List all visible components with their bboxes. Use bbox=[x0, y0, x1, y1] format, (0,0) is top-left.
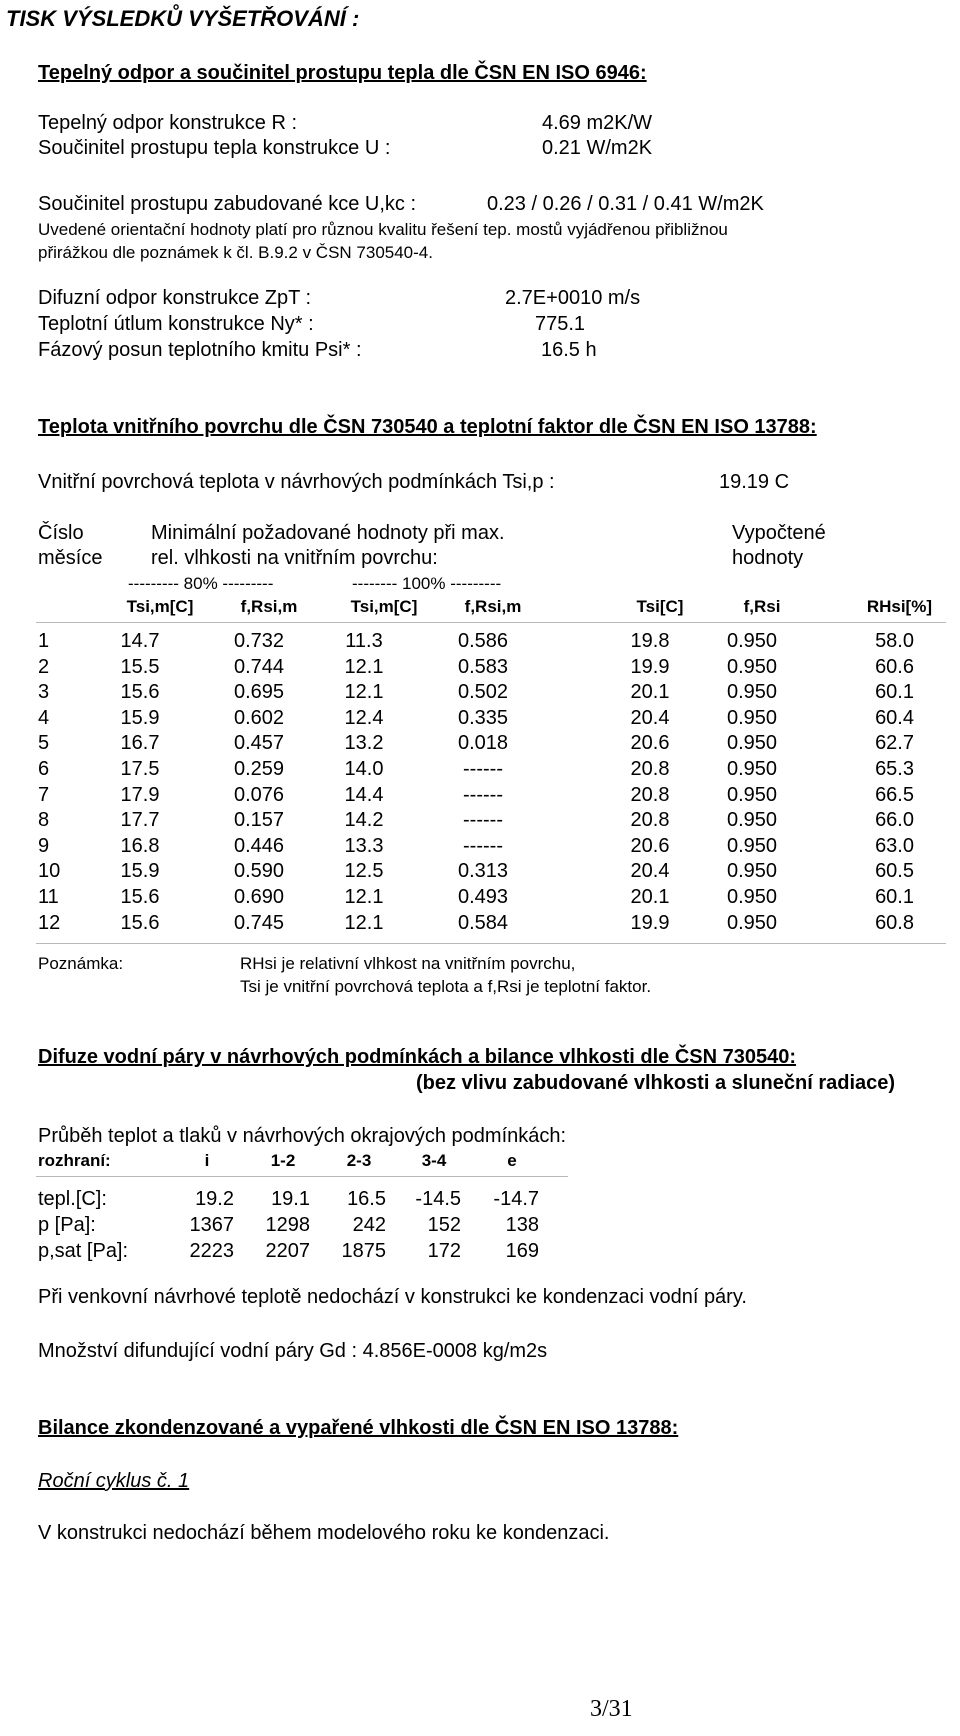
zpt-value: 2.7E+0010 m/s bbox=[505, 287, 641, 309]
temp-table-cell-month: 2 bbox=[38, 655, 50, 678]
table-header-divider bbox=[36, 622, 946, 623]
temp-table-cell-tsi: 19.9 bbox=[630, 911, 670, 934]
pt-col-i: i bbox=[204, 1151, 210, 1170]
temp-table-cell-frsim-100: 0.586 bbox=[457, 630, 509, 652]
temp-table-cell-frsim-100: 0.335 bbox=[457, 706, 509, 729]
temp-table-cell-rhsi: 60.5 bbox=[875, 860, 914, 883]
pt-col-rozhrani: rozhraní: bbox=[38, 1151, 111, 1170]
annual-cycle-label: Roční cyklus č. 1 bbox=[38, 1470, 190, 1492]
pt-row-label: p,sat [Pa]: bbox=[38, 1240, 129, 1262]
temp-table-cell-frsim-80: 0.076 bbox=[233, 783, 285, 806]
temp-table-cell-tsi: 20.8 bbox=[630, 783, 670, 806]
note-label: Poznámka: bbox=[38, 954, 124, 973]
temp-table-cell-month: 10 bbox=[38, 860, 61, 883]
note-line-1: Uvedené orientační hodnoty platí pro různou kvalitu řešení tep. mostů vyjádřenou přibližnou bbox=[38, 220, 728, 239]
tsip-value: 19.19 C bbox=[719, 471, 790, 493]
table-bottom-divider bbox=[36, 943, 946, 944]
temp-table-cell-tsim-100: 12.4 bbox=[344, 706, 384, 729]
note-line-2: přirážkou dle poznámek k čl. B.9.2 v ČSN 730540-4. bbox=[38, 243, 433, 262]
temp-table-cell-tsim-80: 16.8 bbox=[120, 834, 160, 857]
note-text-2: Tsi je vnitřní povrchová teplota a f,Rsi je teplotní faktor. bbox=[240, 977, 652, 996]
pt-col-3-4: 3-4 bbox=[421, 1151, 447, 1170]
temp-table-cell-frsi: 0.950 bbox=[726, 911, 778, 934]
pt-table-cell: 1367 bbox=[189, 1214, 234, 1236]
section-heading-thermal-resistance: Tepelný odpor a součinitel prostupu tepla dle ČSN EN ISO 6946: bbox=[38, 62, 647, 84]
vapor-flow-text: Množství difundující vodní páry Gd : 4.856E-0008 kg/m2s bbox=[38, 1340, 548, 1362]
temp-table-cell-rhsi: 60.6 bbox=[875, 655, 914, 678]
temp-table-cell-frsi: 0.950 bbox=[726, 783, 778, 806]
group-100-label: -------- 100% --------- bbox=[352, 574, 502, 593]
pressure-table-divider bbox=[36, 1176, 568, 1177]
pt-col-2-3: 2-3 bbox=[346, 1151, 372, 1170]
col-tsim-80: Tsi,m[C] bbox=[126, 597, 194, 616]
ny-value: 775.1 bbox=[535, 313, 586, 335]
temp-table-cell-tsim-80: 15.6 bbox=[120, 911, 160, 934]
pt-table-cell: 2223 bbox=[189, 1240, 234, 1262]
temp-table-cell-frsim-100: 0.584 bbox=[457, 911, 509, 934]
temp-table-cell-tsim-100: 14.2 bbox=[344, 809, 384, 832]
section-heading-diffusion: Difuze vodní páry v návrhových podmínkách a bilance vlhkosti dle ČSN 730540: bbox=[38, 1046, 797, 1068]
pt-table-cell: 169 bbox=[505, 1240, 539, 1262]
col-tsim-100: Tsi,m[C] bbox=[350, 597, 418, 616]
temp-table-cell-frsim-80: 0.744 bbox=[233, 655, 285, 678]
temp-table-cell-frsim-100: 0.583 bbox=[457, 655, 509, 678]
ukc-value: 0.23 / 0.26 / 0.31 / 0.41 W/m2K bbox=[487, 193, 764, 215]
pt-table-cell: 16.5 bbox=[347, 1188, 386, 1210]
temp-table-cell-tsim-80: 14.7 bbox=[120, 630, 160, 652]
group-80-label: --------- 80% --------- bbox=[128, 574, 274, 593]
temp-table-cell-tsim-100: 13.3 bbox=[344, 834, 384, 857]
temp-table-cell-tsim-80: 17.9 bbox=[120, 783, 160, 806]
temp-table-cell-rhsi: 66.0 bbox=[875, 809, 914, 832]
temp-table-cell-tsim-100: 12.1 bbox=[344, 911, 384, 934]
r-value: 4.69 m2K/W bbox=[542, 112, 653, 134]
temp-table-cell-tsim-100: 14.0 bbox=[344, 758, 384, 780]
temp-table-cell-month: 1 bbox=[38, 630, 50, 652]
pt-table-cell: 19.1 bbox=[271, 1188, 310, 1210]
temp-table-cell-tsim-80: 15.6 bbox=[120, 886, 160, 908]
temp-table-cell-frsim-100: 0.313 bbox=[457, 860, 509, 883]
temp-table-cell-frsim-80: 0.157 bbox=[233, 809, 285, 832]
pt-col-1-2: 1-2 bbox=[270, 1151, 296, 1170]
temp-table-cell-frsim-80: 0.732 bbox=[233, 630, 285, 652]
col-frsim-100: f,Rsi,m bbox=[464, 597, 522, 616]
col-tsi: Tsi[C] bbox=[636, 597, 684, 616]
temp-table-cell-frsim-100: ------ bbox=[463, 834, 503, 857]
temp-table-cell-tsim-100: 12.1 bbox=[344, 655, 384, 678]
temp-table-cell-rhsi: 66.5 bbox=[875, 783, 914, 806]
temp-table-cell-rhsi: 60.1 bbox=[875, 886, 914, 908]
temp-table-cell-tsim-80: 15.9 bbox=[120, 860, 160, 883]
temp-table-cell-tsim-100: 13.2 bbox=[344, 732, 384, 755]
r-label: Tepelný odpor konstrukce R : bbox=[38, 112, 298, 134]
pt-table-cell: -14.7 bbox=[493, 1188, 539, 1210]
temp-table-cell-frsi: 0.950 bbox=[726, 860, 778, 883]
temp-table-cell-tsim-80: 15.5 bbox=[120, 655, 160, 678]
temp-table-cell-frsim-80: 0.590 bbox=[233, 860, 285, 883]
section-subheading-diffusion: (bez vlivu zabudované vlhkosti a sluneční radiace) bbox=[416, 1072, 896, 1094]
col-head-vyp-1: Vypočtené bbox=[732, 522, 826, 544]
col-rhsi: RHsi[%] bbox=[866, 597, 932, 616]
temp-table-cell-tsim-100: 12.1 bbox=[344, 886, 384, 908]
temp-table-cell-tsi: 20.8 bbox=[630, 758, 670, 780]
temp-table-cell-frsim-100: ------ bbox=[463, 758, 503, 780]
no-condensation-year-text: V konstrukci nedochází během modelového roku ke kondenzaci. bbox=[38, 1522, 610, 1544]
temp-table-cell-tsi: 20.4 bbox=[630, 706, 670, 729]
section-heading-moisture-balance: Bilance zkondenzované a vypařené vlhkosti dle ČSN EN ISO 13788: bbox=[38, 1417, 679, 1439]
temp-table-cell-tsim-80: 17.5 bbox=[120, 758, 160, 780]
temp-table-cell-tsim-100: 11.3 bbox=[345, 630, 383, 652]
temp-table-cell-frsi: 0.950 bbox=[726, 834, 778, 857]
temp-table-cell-tsi: 20.1 bbox=[630, 886, 670, 908]
temp-table-cell-frsim-80: 0.690 bbox=[233, 886, 285, 908]
temp-table-cell-month: 5 bbox=[38, 732, 50, 755]
temp-table-cell-tsi: 20.8 bbox=[630, 809, 670, 832]
u-label: Součinitel prostupu tepla konstrukce U : bbox=[38, 137, 391, 159]
temp-table-cell-frsim-100: 0.018 bbox=[457, 732, 509, 755]
note-text-1: RHsi je relativní vlhkost na vnitřním povrchu, bbox=[240, 954, 576, 973]
temp-table-cell-tsi: 20.1 bbox=[630, 681, 670, 704]
temp-table-cell-frsi: 0.950 bbox=[726, 886, 778, 908]
temp-table-cell-frsim-100: ------ bbox=[463, 783, 503, 806]
col-head-min-2: rel. vlhkosti na vnitřním povrchu: bbox=[151, 547, 438, 569]
temp-table-cell-frsim-80: 0.745 bbox=[233, 911, 285, 934]
temp-table-cell-tsim-100: 14.4 bbox=[344, 783, 384, 806]
temp-table-cell-frsi: 0.950 bbox=[726, 809, 778, 832]
page-title: TISK VÝSLEDKŮ VYŠETŘOVÁNÍ : bbox=[6, 6, 360, 31]
temp-table-cell-month: 11 bbox=[38, 886, 59, 908]
temp-table-cell-tsim-80: 17.7 bbox=[120, 809, 160, 832]
temp-table-cell-tsi: 19.9 bbox=[630, 655, 670, 678]
pt-table-cell: 19.2 bbox=[195, 1188, 234, 1210]
temp-table-cell-rhsi: 60.8 bbox=[875, 911, 914, 934]
temp-table-cell-frsim-100: 0.502 bbox=[457, 681, 509, 704]
temp-table-cell-frsi: 0.950 bbox=[726, 655, 778, 678]
temp-table-cell-tsim-100: 12.5 bbox=[344, 860, 384, 883]
temp-table-cell-frsim-80: 0.695 bbox=[233, 681, 285, 704]
psi-value: 16.5 h bbox=[541, 339, 597, 361]
pt-table-cell: 2207 bbox=[265, 1240, 310, 1262]
temp-table-cell-rhsi: 65.3 bbox=[875, 758, 914, 780]
pt-table-cell: 138 bbox=[505, 1214, 539, 1236]
temp-table-cell-rhsi: 60.1 bbox=[875, 681, 914, 704]
col-head-vyp-2: hodnoty bbox=[732, 547, 804, 569]
temp-table-cell-rhsi: 60.4 bbox=[875, 706, 914, 729]
temp-table-cell-month: 6 bbox=[38, 758, 50, 780]
col-frsim-80: f,Rsi,m bbox=[240, 597, 298, 616]
temp-table-cell-month: 4 bbox=[38, 706, 50, 729]
temp-table-cell-frsi: 0.950 bbox=[726, 681, 778, 704]
temp-table-cell-frsim-80: 0.602 bbox=[233, 706, 285, 729]
col-head-min-1: Minimální požadované hodnoty při max. bbox=[151, 522, 505, 544]
temp-table-cell-frsim-100: 0.493 bbox=[457, 886, 509, 908]
pt-row-label: p [Pa]: bbox=[38, 1214, 96, 1236]
temp-table-cell-tsim-100: 12.1 bbox=[344, 681, 384, 704]
page-number: 3/31 bbox=[590, 1696, 633, 1722]
temp-table-cell-frsi: 0.950 bbox=[726, 758, 778, 780]
col-head-cislo: Číslo bbox=[38, 522, 84, 544]
section-heading-surface-temperature: Teplota vnitřního povrchu dle ČSN 730540 a teplotní faktor dle ČSN EN ISO 13788: bbox=[38, 416, 817, 438]
temp-table-cell-month: 12 bbox=[38, 911, 61, 934]
temp-table-cell-frsim-100: ------ bbox=[463, 809, 503, 832]
temp-table-cell-tsi: 20.4 bbox=[630, 860, 670, 883]
pt-table-cell: 1298 bbox=[265, 1214, 310, 1236]
pt-table-cell: 1875 bbox=[341, 1240, 386, 1262]
pt-table-cell: 242 bbox=[352, 1214, 386, 1236]
no-condensation-text: Při venkovní návrhové teplotě nedochází v konstrukci ke kondenzaci vodní páry. bbox=[38, 1286, 747, 1308]
col-head-mesice: měsíce bbox=[38, 547, 103, 569]
temp-table-cell-frsi: 0.950 bbox=[726, 732, 778, 755]
temp-table-cell-month: 3 bbox=[38, 681, 50, 704]
u-value: 0.21 W/m2K bbox=[542, 137, 653, 159]
ukc-label: Součinitel prostupu zabudované kce U,kc : bbox=[38, 193, 416, 215]
pt-row-label: tepl.[C]: bbox=[38, 1188, 107, 1210]
pressure-intro: Průběh teplot a tlaků v návrhových okrajových podmínkách: bbox=[38, 1125, 567, 1147]
temp-table-cell-frsim-80: 0.457 bbox=[233, 732, 285, 755]
temp-table-cell-tsim-80: 16.7 bbox=[120, 732, 160, 755]
zpt-label: Difuzní odpor konstrukce ZpT : bbox=[38, 287, 312, 309]
pt-table-cell: 172 bbox=[427, 1240, 461, 1262]
temp-table-cell-tsi: 20.6 bbox=[630, 834, 670, 857]
temp-table-cell-tsi: 20.6 bbox=[630, 732, 670, 755]
temp-table-cell-frsi: 0.950 bbox=[726, 706, 778, 729]
temp-table-cell-frsi: 0.950 bbox=[726, 630, 778, 652]
psi-label: Fázový posun teplotního kmitu Psi* : bbox=[38, 339, 362, 361]
temp-table-cell-frsim-80: 0.259 bbox=[233, 758, 285, 780]
tsip-label: Vnitřní povrchová teplota v návrhových podmínkách Tsi,p : bbox=[38, 471, 555, 493]
col-frsi: f,Rsi bbox=[743, 597, 781, 616]
pt-col-e: e bbox=[507, 1151, 517, 1170]
temp-table-cell-tsi: 19.8 bbox=[630, 630, 670, 652]
temp-table-cell-month: 9 bbox=[38, 834, 50, 857]
temp-table-cell-frsim-80: 0.446 bbox=[233, 834, 285, 857]
temp-table-cell-month: 8 bbox=[38, 809, 50, 832]
temp-table-cell-rhsi: 62.7 bbox=[875, 732, 914, 755]
temp-table-cell-tsim-80: 15.6 bbox=[120, 681, 160, 704]
pt-table-cell: -14.5 bbox=[415, 1188, 461, 1210]
pt-table-cell: 152 bbox=[427, 1214, 461, 1236]
ny-label: Teplotní útlum konstrukce Ny* : bbox=[38, 313, 314, 335]
temp-table-cell-rhsi: 58.0 bbox=[875, 630, 914, 652]
temp-table-cell-month: 7 bbox=[38, 783, 50, 806]
temp-table-cell-tsim-80: 15.9 bbox=[120, 706, 160, 729]
temp-table-cell-rhsi: 63.0 bbox=[875, 834, 914, 857]
